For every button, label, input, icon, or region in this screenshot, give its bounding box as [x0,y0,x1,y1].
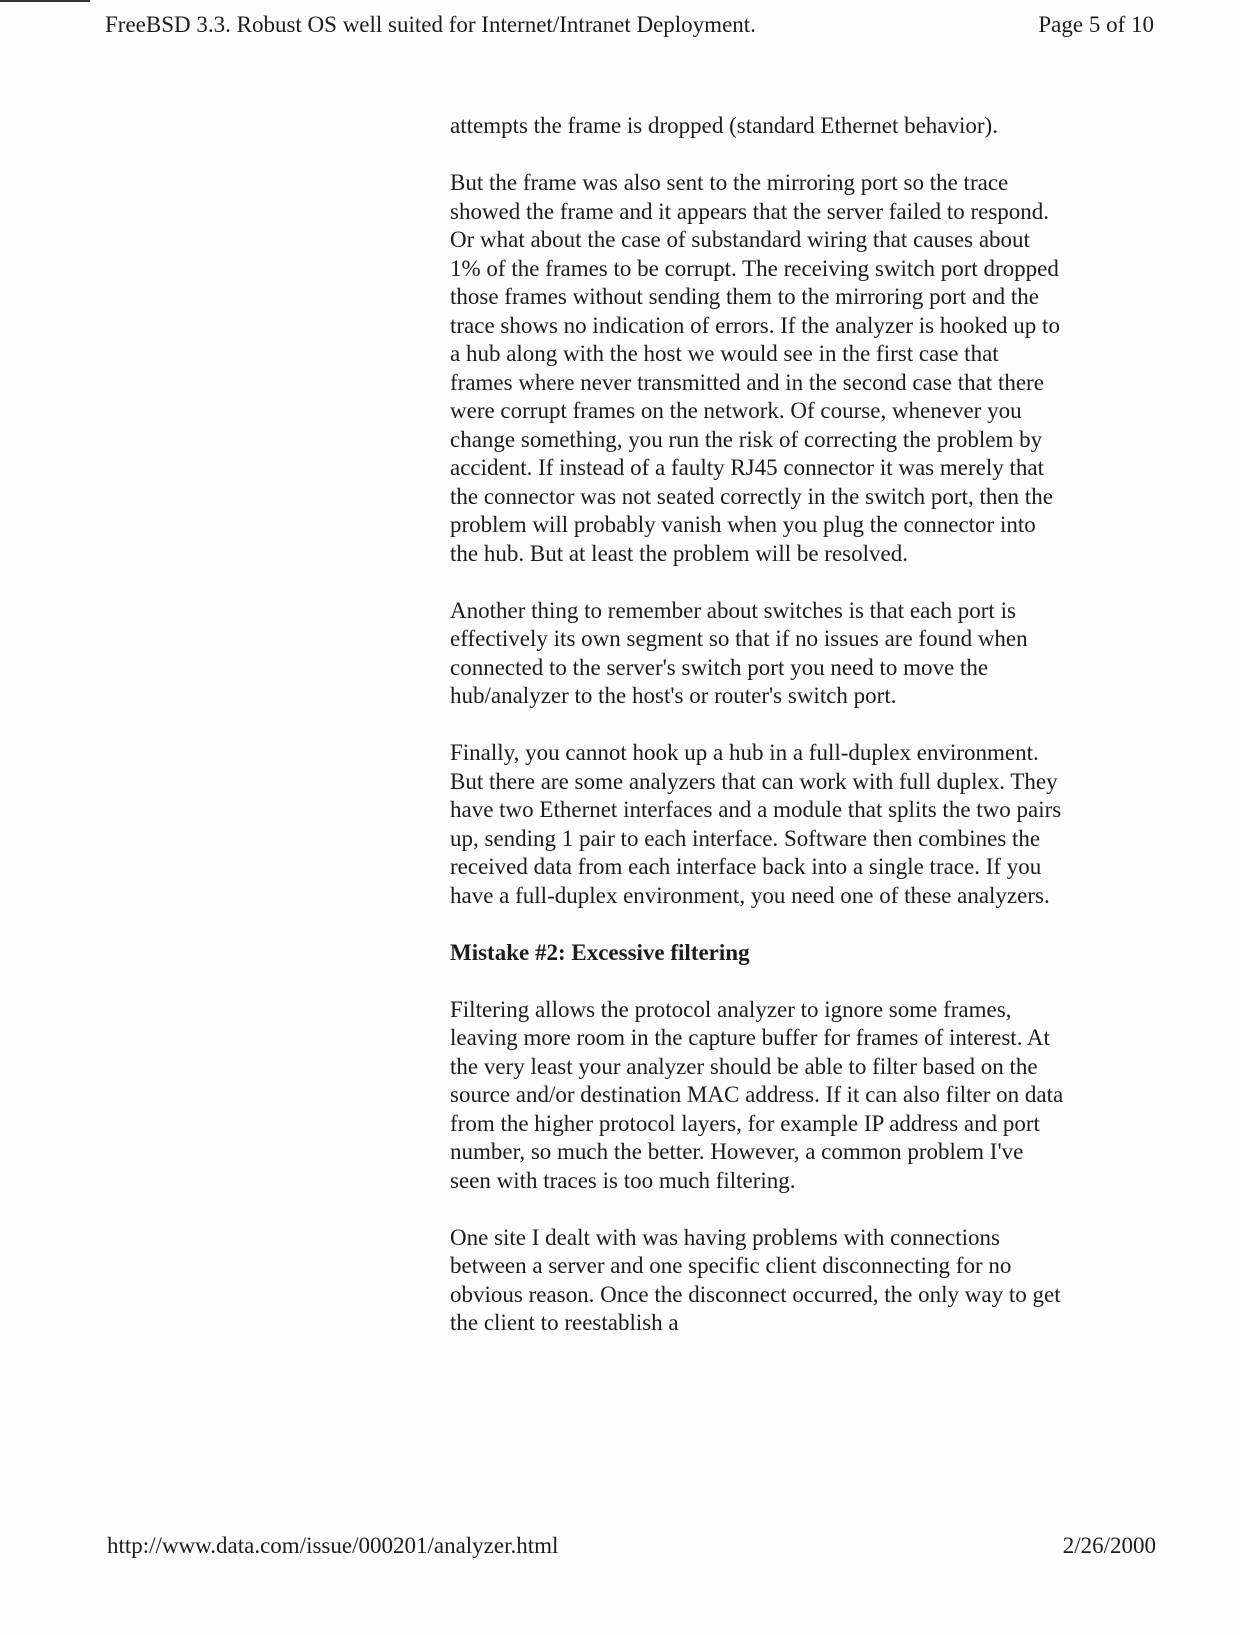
paragraph: Filtering allows the protocol analyzer to ignore some frames, leaving more room in the capture buffer for frames of interest. At the very least your analyzer should be able to filter based on the source and/or destination MAC address. If it can also filter on data from the higher protocol layers, for example IP address and port number, so much the better. However, a common problem I've seen with traces is too much filtering. [450,996,1064,1193]
paragraph: But the frame was also sent to the mirroring port so the trace showed the frame and it appears that the server failed to respond. Or what about the case of substandard wiring that causes about 1% of the frames to be corrupt. The receiving switch port dropped those frames without sending them to the mirroring port and the trace shows no indication of errors. If the analyzer is hooked up to a hub along with the host we would see in the first case that frames where never transmitted and in the second case that there were corrupt frames on the network. Of course, whenever you change something, you run the risk of correcting the problem by accident. If instead of a faulty RJ45 connector it was merely that the connector was not seated correctly in the switch port, then the problem will probably vanish when you plug the connector into the hub. But at least the problem will be resolved. [450,170,1060,566]
section-heading: Mistake #2: Excessive filtering [450,939,750,965]
footer-url: http://www.data.com/issue/000201/analyzer.html [107,1533,559,1558]
paragraph: Finally, you cannot hook up a hub in a full-duplex environment. But there are some analyzers that can work with full duplex. They have two Ethernet interfaces and a module that splits the two pairs up, sending 1 pair to each interface. Software then combines the received data from each interface back into a single trace. If you have a full-duplex environment, you need one of these analyzers. [450,740,1062,908]
page-header-title: FreeBSD 3.3. Robust OS well suited for Internet/Intranet Deployment. [105,12,756,37]
page-number: Page 5 of 10 [1038,12,1154,37]
footer-date: 2/26/2000 [1062,1533,1156,1558]
paragraph: Another thing to remember about switches is that each port is effectively its own segment so that if no issues are found when connected to the server's switch port you need to move the hub/analyzer to the host's or router's switch port. [450,597,1028,708]
paragraph: attempts the frame is dropped (standard Ethernet behavior). [450,113,998,138]
article-body [450,112,1065,1366]
top-edge-rule [0,0,90,2]
paragraph: One site I dealt with was having problems with connections between a server and one specific client disconnecting for no obvious reason. Once the disconnect occurred, the only way to get the client to reestablish a [450,1224,1061,1335]
